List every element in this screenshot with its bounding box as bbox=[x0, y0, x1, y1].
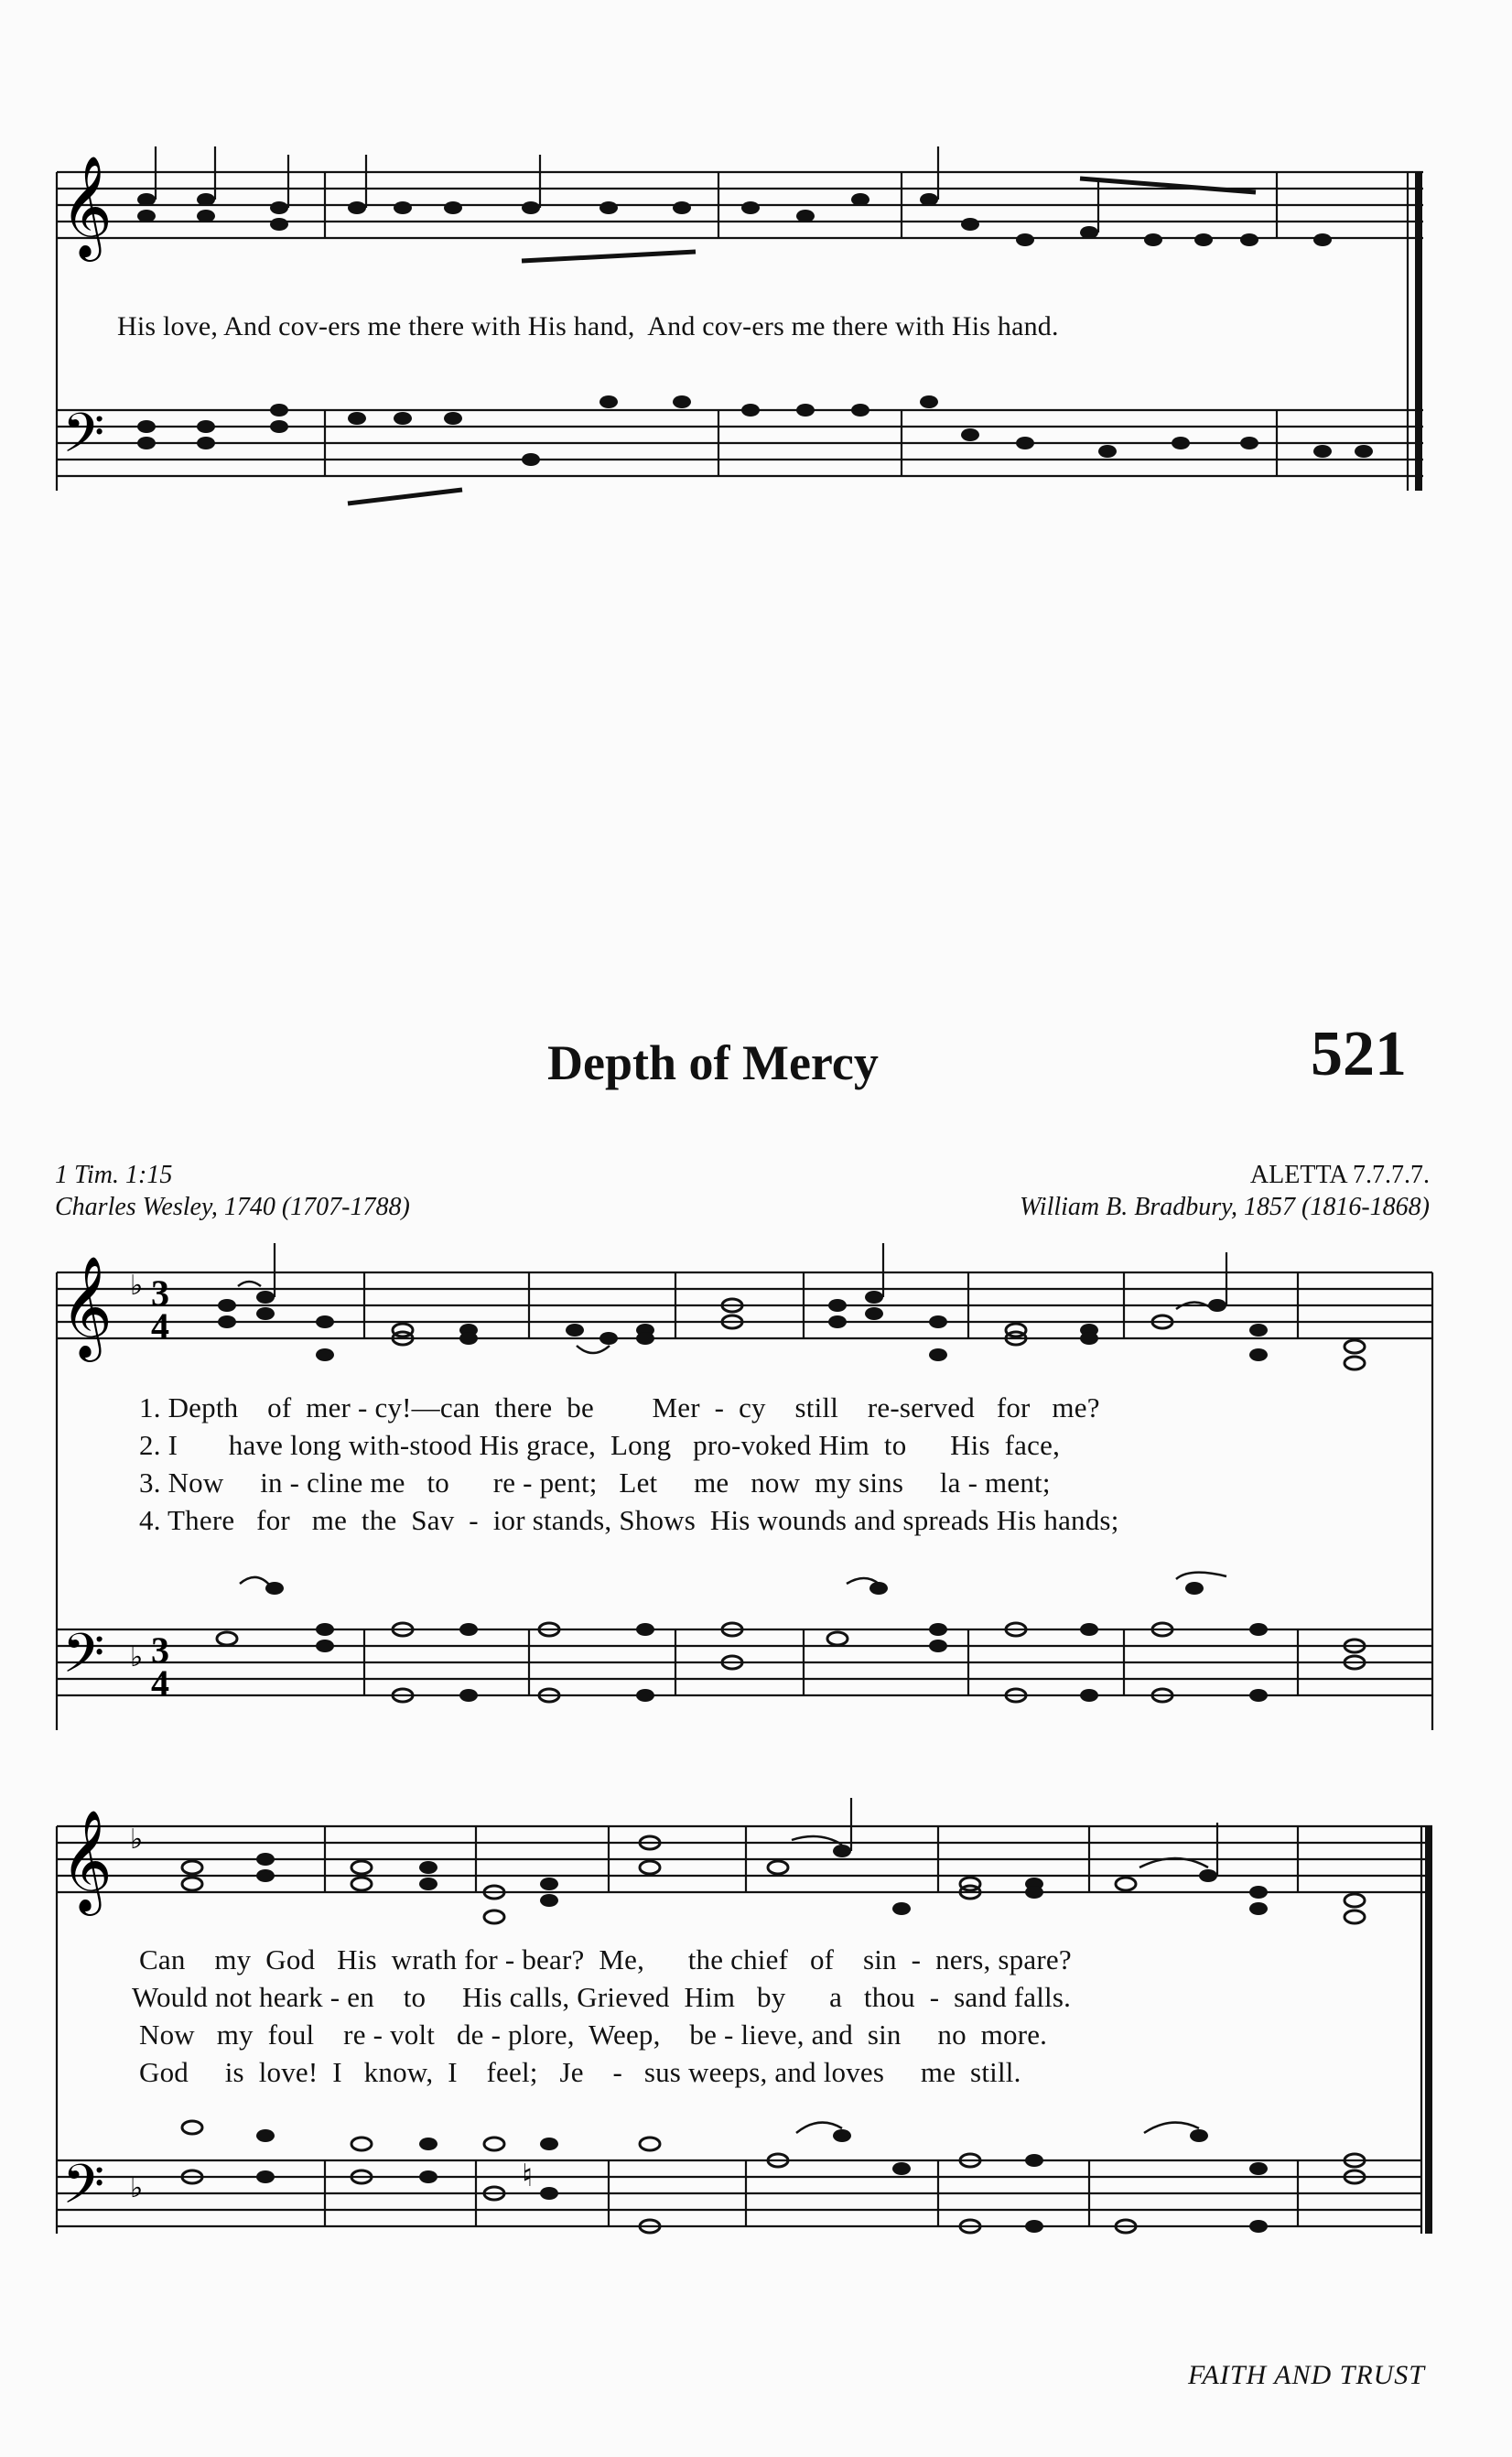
verse3-line-2: Now my foul re - volt de - plore, Weep, be - lieve, and sin no more. bbox=[139, 2019, 1048, 2051]
treble-clef-icon: 𝄞 bbox=[60, 1809, 113, 1911]
flat-key-icon: ♭ bbox=[130, 1270, 144, 1302]
flat-key-icon: ♭ bbox=[130, 1641, 144, 1673]
time-sig-top: 3 bbox=[151, 1629, 169, 1671]
composer-credit: William B. Bradbury, 1857 (1816-1868) bbox=[1020, 1193, 1430, 1221]
scripture-reference: 1 Tim. 1:15 bbox=[55, 1161, 173, 1189]
verse1-line-2: Can my God His wrath for - bear? Me, the chief of sin - ners, spare? bbox=[139, 1943, 1072, 1975]
hymn-title: Depth of Mercy bbox=[547, 1035, 879, 1090]
bass-clef-icon: 𝄢 bbox=[62, 1621, 105, 1698]
time-sig-top: 3 bbox=[151, 1272, 169, 1314]
natural-sign-icon: ♮ bbox=[522, 2158, 534, 2194]
tune-name: ALETTA 7.7.7.7. bbox=[1249, 1161, 1430, 1189]
verse3-line: 3. Now in - cline me to re - pent; Let me now my sins la - ment; bbox=[139, 1467, 1051, 1499]
flat-key-icon: ♭ bbox=[130, 2172, 144, 2204]
section-category: FAITH AND TRUST bbox=[1188, 2360, 1425, 2390]
bass-clef-icon: 𝄢 bbox=[62, 401, 105, 478]
time-sig-bottom: 4 bbox=[151, 1305, 169, 1347]
hymn-number: 521 bbox=[1311, 1019, 1407, 1089]
verse2-line: 2. I have long with-stood His grace, Long pro-voked Him to His face, bbox=[139, 1429, 1061, 1461]
author-credit: Charles Wesley, 1740 (1707-1788) bbox=[55, 1193, 410, 1221]
treble-clef-icon: 𝄞 bbox=[60, 1255, 113, 1358]
bass-clef-icon: 𝄢 bbox=[62, 2152, 105, 2229]
flat-key-icon: ♭ bbox=[130, 1824, 144, 1856]
verse2-line-2: Would not heark - en to His calls, Grieved Him by a thou - sand falls. bbox=[132, 1981, 1072, 2013]
verse4-line-2: God is love! I know, I feel; Je - sus weeps, and loves me still. bbox=[139, 2056, 1021, 2088]
treble-clef-icon: 𝄞 bbox=[60, 155, 113, 257]
verse1-line: 1. Depth of mer - cy!—can there be Mer - cy still re-served for me? bbox=[139, 1391, 1100, 1423]
verse4-line: 4. There for me the Sav - ior stands, Shows His wounds and spreads His hands; bbox=[139, 1504, 1119, 1536]
time-sig-bottom: 4 bbox=[151, 1662, 169, 1704]
prev-hymn-lyric: His love, And cov-ers me there with His hand, And cov-ers me there with His hand. bbox=[117, 311, 1059, 341]
